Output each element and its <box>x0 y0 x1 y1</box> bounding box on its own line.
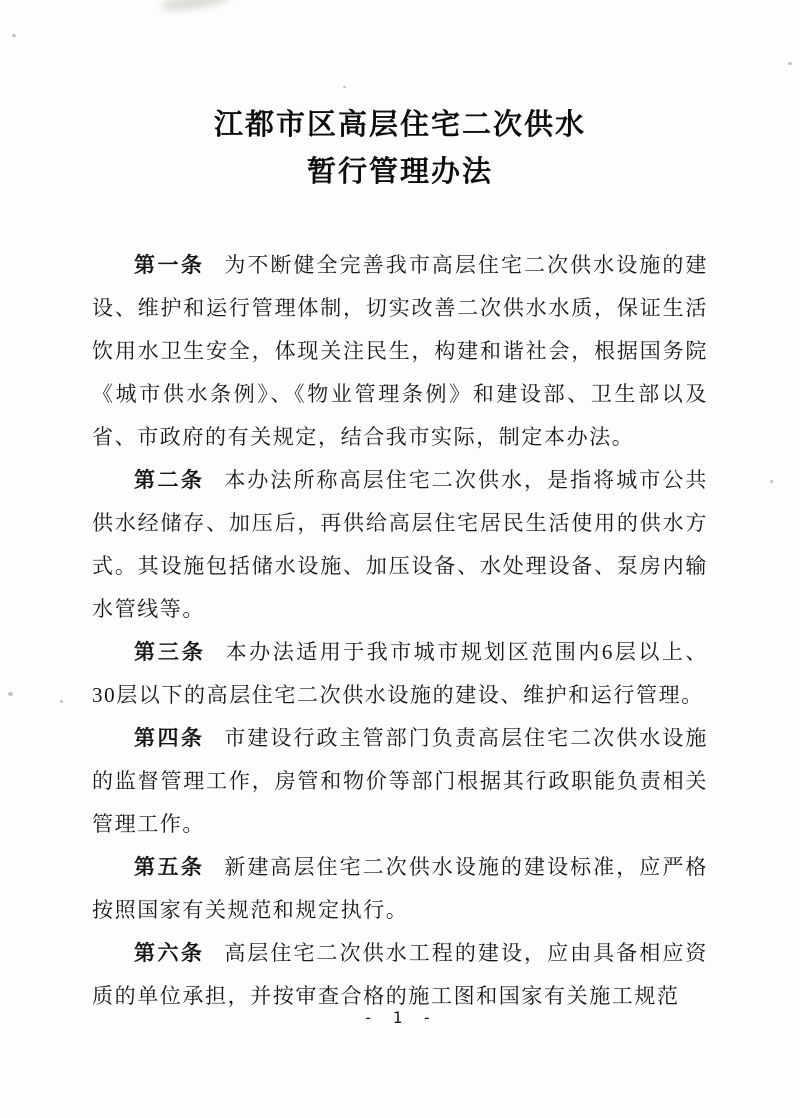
scan-speck-artifact <box>770 480 773 483</box>
article-text: 为不断健全完善我市高层住宅二次供水设施的建设、维护和运行管理体制，切实改善二次供水水质，保证生活饮用水卫生安全，体现关注民生，构建和谐社会，根据国务院《城市供水条例》、《物业管理条例》和建设部、卫生部以及省、市政府的有关规定，结合我市实际，制定本办法。 <box>92 253 709 449</box>
scan-speck-artifact <box>788 62 792 65</box>
article-paragraph <box>92 717 708 846</box>
article-number: 第六条 <box>134 941 205 965</box>
document-title <box>0 0 800 196</box>
article-paragraph <box>92 631 708 717</box>
article-paragraph <box>92 846 708 932</box>
article-number: 第三条 <box>134 640 206 664</box>
article-number: 第五条 <box>134 855 205 879</box>
scan-speck-artifact <box>60 700 63 703</box>
article-text: 新建高层住宅二次供水设施的建设标准，应严格按照国家有关规范和规定执行。 <box>92 855 709 922</box>
article-text: 高层住宅二次供水工程的建设，应由具备相应资质的单位承担，并按审查合格的施工图和国家有关施工规范 <box>92 941 709 1008</box>
article-paragraph <box>92 244 708 459</box>
article-text: 本办法所称高层住宅二次供水，是指将城市公共供水经储存、加压后，再供给高层住宅居民生活使用的供水方式。其设施包括储水设施、加压设备、水处理设备、泵房内输水管线等。 <box>92 468 709 621</box>
page-number: - 1 - <box>363 1008 437 1027</box>
article-number: 第二条 <box>134 468 205 492</box>
document-title-line-1: 江都市区高层住宅二次供水 <box>213 109 586 141</box>
article-number: 第一条 <box>134 253 205 277</box>
document-title-line-2: 暂行管理办法 <box>306 156 493 188</box>
article-number: 第四条 <box>134 726 205 750</box>
article-paragraph <box>92 459 708 631</box>
article-text: 市建设行政主管部门负责高层住宅二次供水设施的监督管理工作，房管和物价等部门根据其行政职能负责相关管理工作。 <box>92 726 709 836</box>
scan-speck-artifact <box>343 86 346 88</box>
scan-speck-artifact <box>8 692 13 696</box>
article-paragraph <box>92 932 708 1018</box>
article-text: 本办法适用于我市城市规划区范围内6层以上、30层以下的高层住宅二次供水设施的建设、维护和运行管理。 <box>92 640 708 707</box>
document-body <box>92 244 708 1018</box>
